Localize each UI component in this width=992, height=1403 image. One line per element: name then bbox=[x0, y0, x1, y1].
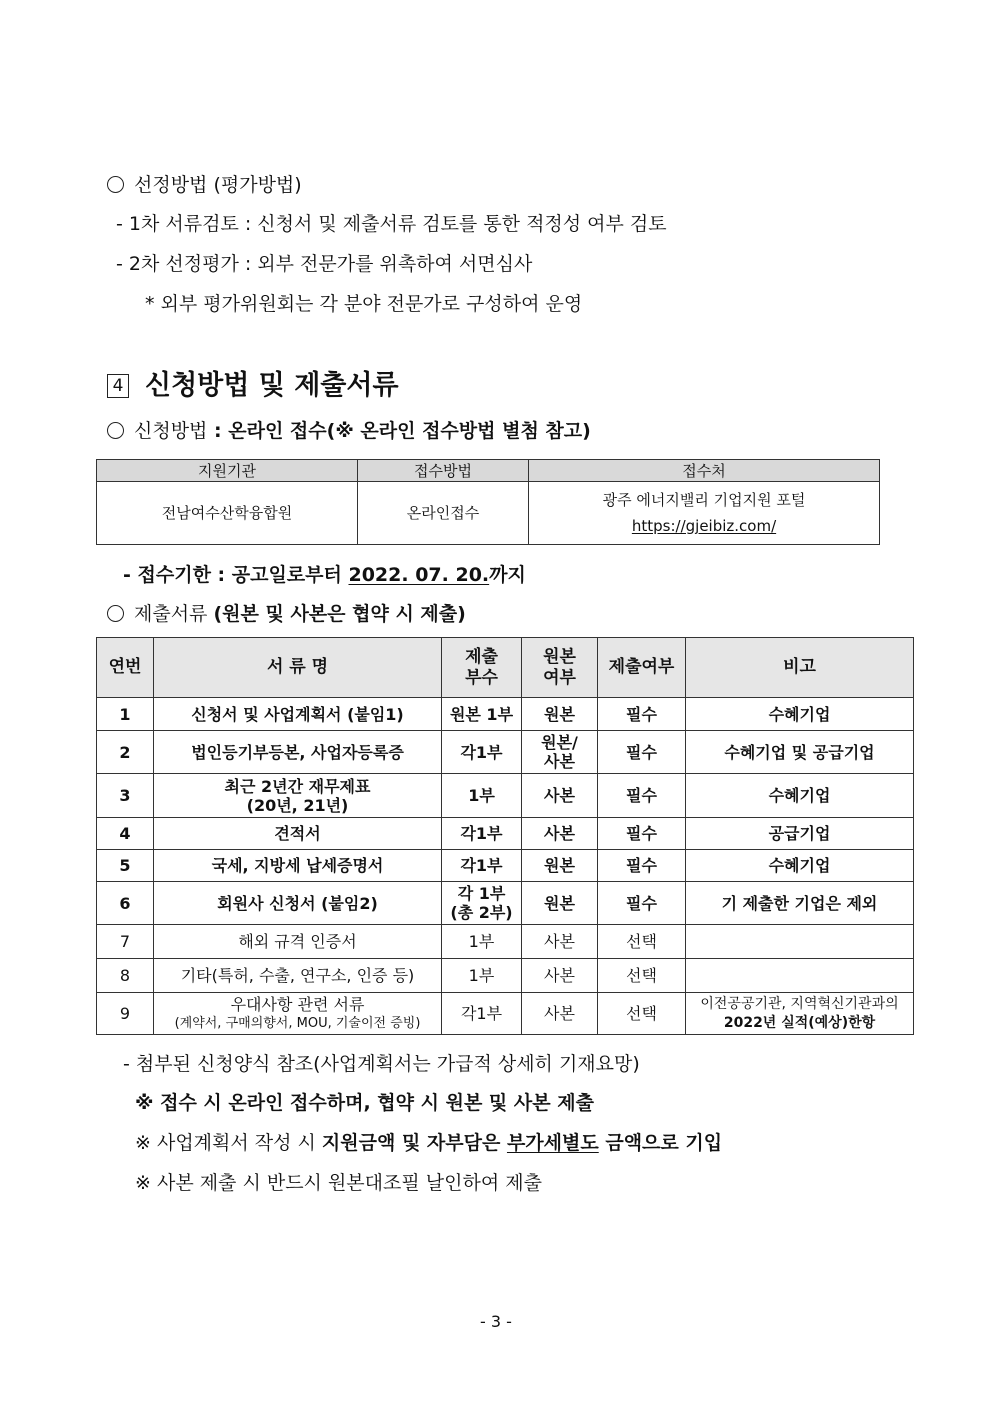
place-name: 광주 에너지밸리 기업지원 포털 bbox=[602, 491, 806, 509]
documents-line: 제출서류 (원본 및 사본은 협약 시 제출) bbox=[107, 599, 466, 626]
attach-note: - 첨부된 신청양식 참조(사업계획서는 가급적 상세히 기재요망) bbox=[123, 1053, 640, 1075]
header-org: 지원기관 bbox=[97, 460, 358, 482]
section-number-box: 4 bbox=[107, 374, 129, 398]
selection-step1: - 1차 서류검토 : 신청서 및 제출서류 검토를 통한 적정성 여부 검토 bbox=[116, 213, 667, 235]
page-number: - 3 - bbox=[480, 1312, 512, 1331]
note-online: ※ 접수 시 온라인 접수하며, 협약 시 원본 및 사본 제출 bbox=[135, 1092, 594, 1114]
section-title: 신청방법 및 제출서류 bbox=[145, 370, 399, 401]
selection-note: * 외부 평가위원회는 각 분야 전문가로 구성하여 운영 bbox=[145, 293, 583, 315]
deadline-date: 2022. 07. 20. bbox=[348, 564, 490, 586]
documents-table bbox=[96, 637, 914, 1035]
apply-table-row bbox=[97, 482, 880, 545]
table-row: 6 회원사 신청서 (붙임2) 각 1부 (총 2부) 원본 필수 기 제출한 기업은 제외 bbox=[97, 882, 914, 925]
table-row: 7 해외 규격 인증서 1부 사본 선택 bbox=[97, 925, 914, 959]
table-row: 9 우대사항 관련 서류 (계약서, 구매의향서, MOU, 기술이전 증빙) 각1부 사본 선택 이전공공기관, 지역혁신기관과의 2022년 실적(예상)한항 bbox=[97, 993, 914, 1035]
apply-table bbox=[96, 459, 880, 545]
circle-bullet-icon bbox=[107, 176, 124, 193]
header-no: 연번 bbox=[97, 638, 154, 698]
table-row: 8 기타(특허, 수출, 연구소, 인증 등) 1부 사본 선택 bbox=[97, 959, 914, 993]
header-note: 비고 bbox=[686, 638, 914, 698]
circle-bullet-icon bbox=[107, 605, 124, 622]
note-vat: ※ 사업계획서 작성 시 지원금액 및 자부담은 부가세별도 금액으로 기입 bbox=[135, 1132, 723, 1154]
header-way: 접수방법 bbox=[358, 460, 529, 482]
note-copy: ※ 사본 제출 시 반드시 원본대조필 날인하여 제출 bbox=[135, 1172, 542, 1194]
table-row: 1 신청서 및 사업계획서 (붙임1) 원본 1부 원본 필수 수혜기업 bbox=[97, 698, 914, 731]
documents-table-header bbox=[97, 638, 914, 698]
deadline-line: - 접수기한 : 공고일로부터 2022. 07. 20.까지 bbox=[123, 564, 526, 586]
header-copies: 제출 부수 bbox=[442, 638, 522, 698]
selection-heading: 선정방법 (평가방법) bbox=[107, 170, 302, 197]
table-row: 4 견적서 각1부 사본 필수 공급기업 bbox=[97, 818, 914, 850]
way-cell: 온라인접수 bbox=[358, 482, 529, 545]
header-original: 원본 여부 bbox=[522, 638, 598, 698]
org-cell: 전남여수산학융합원 bbox=[97, 482, 358, 545]
place-cell bbox=[529, 482, 880, 545]
table-row: 2 법인등기부등본, 사업자등록증 각1부 원본/ 사본 필수 수혜기업 및 공급기업 bbox=[97, 731, 914, 774]
table-row: 3 최근 2년간 재무제표 (20년, 21년) 1부 사본 필수 수혜기업 bbox=[97, 774, 914, 818]
section-heading bbox=[107, 363, 399, 402]
portal-link[interactable]: https://gjeibiz.com/ bbox=[631, 517, 777, 535]
apply-method-line: 신청방법 : 온라인 접수(※ 온라인 접수방법 별첨 참고) bbox=[107, 416, 591, 443]
table-row: 5 국세, 지방세 납세증명서 각1부 원본 필수 수혜기업 bbox=[97, 850, 914, 882]
header-name: 서 류 명 bbox=[154, 638, 442, 698]
apply-table-header bbox=[97, 460, 880, 482]
selection-step2: - 2차 선정평가 : 외부 전문가를 위촉하여 서면심사 bbox=[116, 253, 533, 275]
circle-bullet-icon bbox=[107, 422, 124, 439]
header-required: 제출여부 bbox=[598, 638, 686, 698]
header-place: 접수처 bbox=[529, 460, 880, 482]
